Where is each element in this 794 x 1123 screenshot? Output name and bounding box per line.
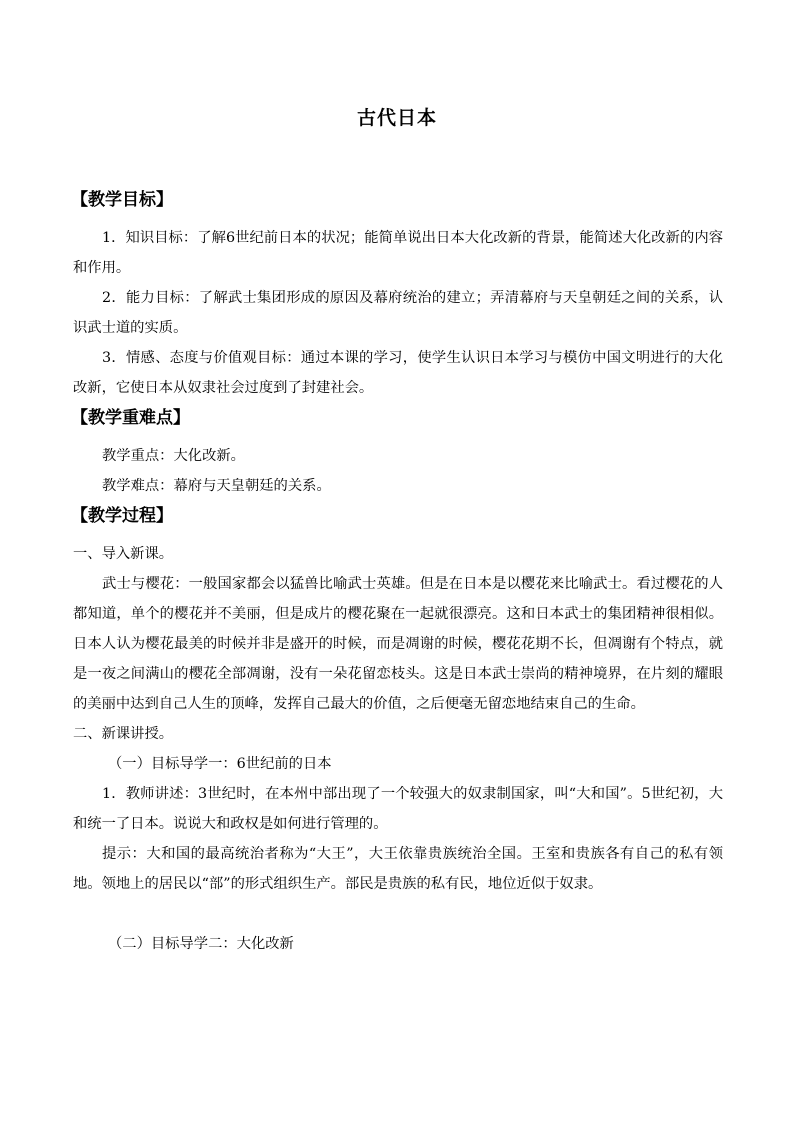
document-body <box>73 185 723 959</box>
step1-text: 武士与樱花：一般国家都会以猛兽比喻武士英雄。但是在日本是以樱花来比喻武士。看过樱花的人都知道，单个的樱花并不美丽，但是成片的樱花聚在一起就很漂亮。这和日本武士的集团精神很相似。日本人认为樱花最美的时候并非是盛开的时候，而是凋谢的时候，樱花花期不长，但凋谢有个特点，就是一夜之间满山的樱花全部凋谢，没有一朵花留恋枝头。这是日本武士崇尚的精神境界，在片刻的耀眼的美丽中达到自己人生的顶峰，发挥自己最大的价值，之后便毫无留恋地结束自己的生命。 <box>73 576 723 712</box>
process-heading: 【教学过程】 <box>71 506 173 526</box>
keypoints-heading: 【教学重难点】 <box>71 408 190 428</box>
sub1-title: （一）目标导学一：6世纪前的日本 <box>108 756 332 772</box>
objective-values: 3．情感、态度与价值观目标：通过本课的学习，使学生认识日本学习与模仿中国文明进行的大化改新，它使日本从奴隶社会过度到了封建社会。 <box>73 350 723 396</box>
objective-ability: 2．能力目标：了解武士集团形成的原因及幕府统治的建立；弄清幕府与天皇朝廷之间的关系，认识武士道的实质。 <box>73 290 723 336</box>
key-point: 教学重点：大化改新。 <box>102 448 245 464</box>
difficult-point: 教学难点：幕府与天皇朝廷的关系。 <box>102 478 331 494</box>
objective-knowledge: 1．知识目标：了解6世纪前日本的状况；能简单说出日本大化改新的背景，能简述大化改新的内容和作用。 <box>73 230 723 276</box>
step2-title: 二、新课讲授。 <box>73 726 174 742</box>
sub1-hint: 提示：大和国的最高统治者称为“大王”，大王依靠贵族统治全国。王室和贵族各有自己的私有领地。领地上的居民以“部”的形式组织生产。部民是贵族的私有民，地位近似于奴隶。 <box>73 846 723 892</box>
objectives-heading: 【教学目标】 <box>71 190 173 210</box>
sub2-title: （二）目标导学二：大化改新 <box>108 936 294 952</box>
sub1-item: 1．教师讲述：3世纪时，在本州中部出现了一个较强大的奴隶制国家，叫“大和国”。5世纪初，大和统一了日本。说说大和政权是如何进行管理的。 <box>73 786 723 832</box>
page-title: 古代日本 <box>356 107 437 129</box>
step1-title: 一、导入新课。 <box>73 546 174 562</box>
